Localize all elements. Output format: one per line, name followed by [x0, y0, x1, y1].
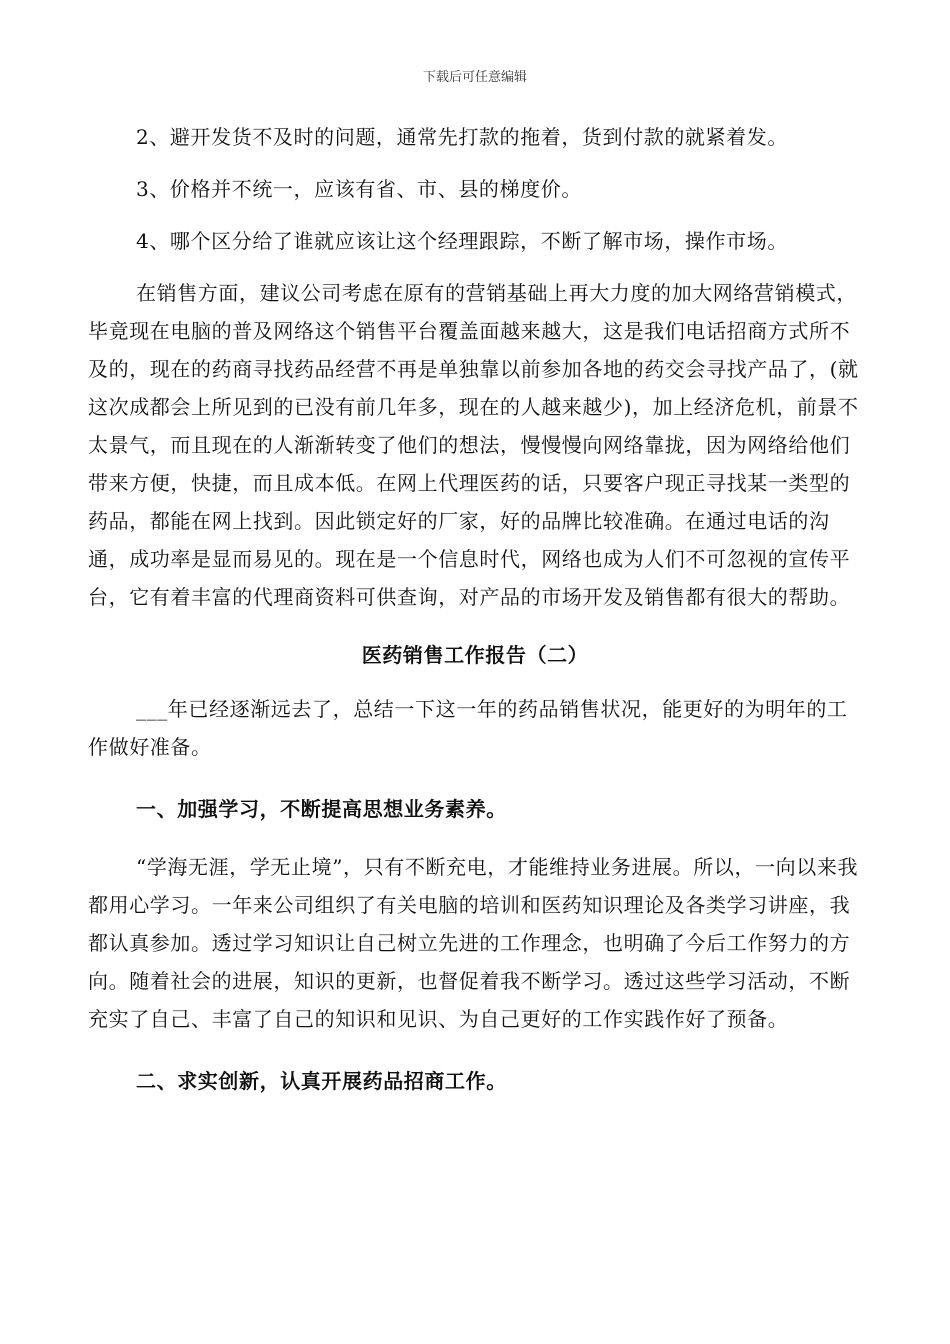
list-item: 2、避开发货不及时的问题，通常先打款的拖着，货到付款的就紧着发。 [136, 125, 788, 149]
page-header: 下载后可任意编辑 [422, 70, 527, 85]
heading-study: 一、加强学习，不断提高思想业务素养。 [136, 797, 507, 821]
list-item: 3、价格并不统一，应该有省、市、县的梯度价。 [136, 177, 582, 201]
paragraph-network-marketing: 在销售方面，建议公司考虑在原有的营销基础上再大力度的加大网络营销模式，毕竟现在电脑的普及网络这个销售平台覆盖面越来越大，这是我们电话招商方式所不及的，现在的药商寻找药品经营不再是单独靠以前参加各地的药交会寻找产品了，(就这次成都会上所见到的已没有前几年多，现在的人越来越少)，加上经济危机，前景不太景气，而且现在的人渐渐转变了他们的想法，慢慢慢向网络靠拢，因为网络给他们带来方便，快捷，而且成本低。在网上代理医药的话，只要客户现正寻找某一类型的药品，都能在网上找到。因此锁定好的厂家，好的品牌比较准确。在通过电话的沟通，成功率是显而易见的。现在是一个信息时代，网络也成为人们不可忽视的宣传平台，它有着丰富的代理商资料可供查询，对产品的市场开发及销售都有很大的帮助。 [88, 281, 859, 609]
paragraph-intro: ___年已经逐渐远去了，总结一下这一年的药品销售状况，能更好的为明年的工作做好准备。 [88, 697, 848, 759]
paragraph-study: “学海无涯，学无止境”，只有不断充电，才能维持业务进展。所以，一向以来我都用心学习。一年来公司组织了有关电脑的培训和医药知识理论及各类学习讲座，我都认真参加。透过学习知识让自己树立先进的工作理念，也明确了今后工作努力的方向。随着社会的进展，知识的更新，也督促着我不断学习。透过这些学习活动，不断充实了自己、丰富了自己的知识和见识、为自己更好的工作实践作好了预备。 [88, 855, 859, 1031]
heading-innovation: 二、求实创新，认真开展药品招商工作。 [136, 1069, 507, 1093]
list-item: 4、哪个区分给了谁就应该让这个经理跟踪，不断了解市场，操作市场。 [136, 229, 788, 253]
document-body [88, 118, 862, 1120]
section-title: 医药销售工作报告（二） [361, 643, 589, 667]
